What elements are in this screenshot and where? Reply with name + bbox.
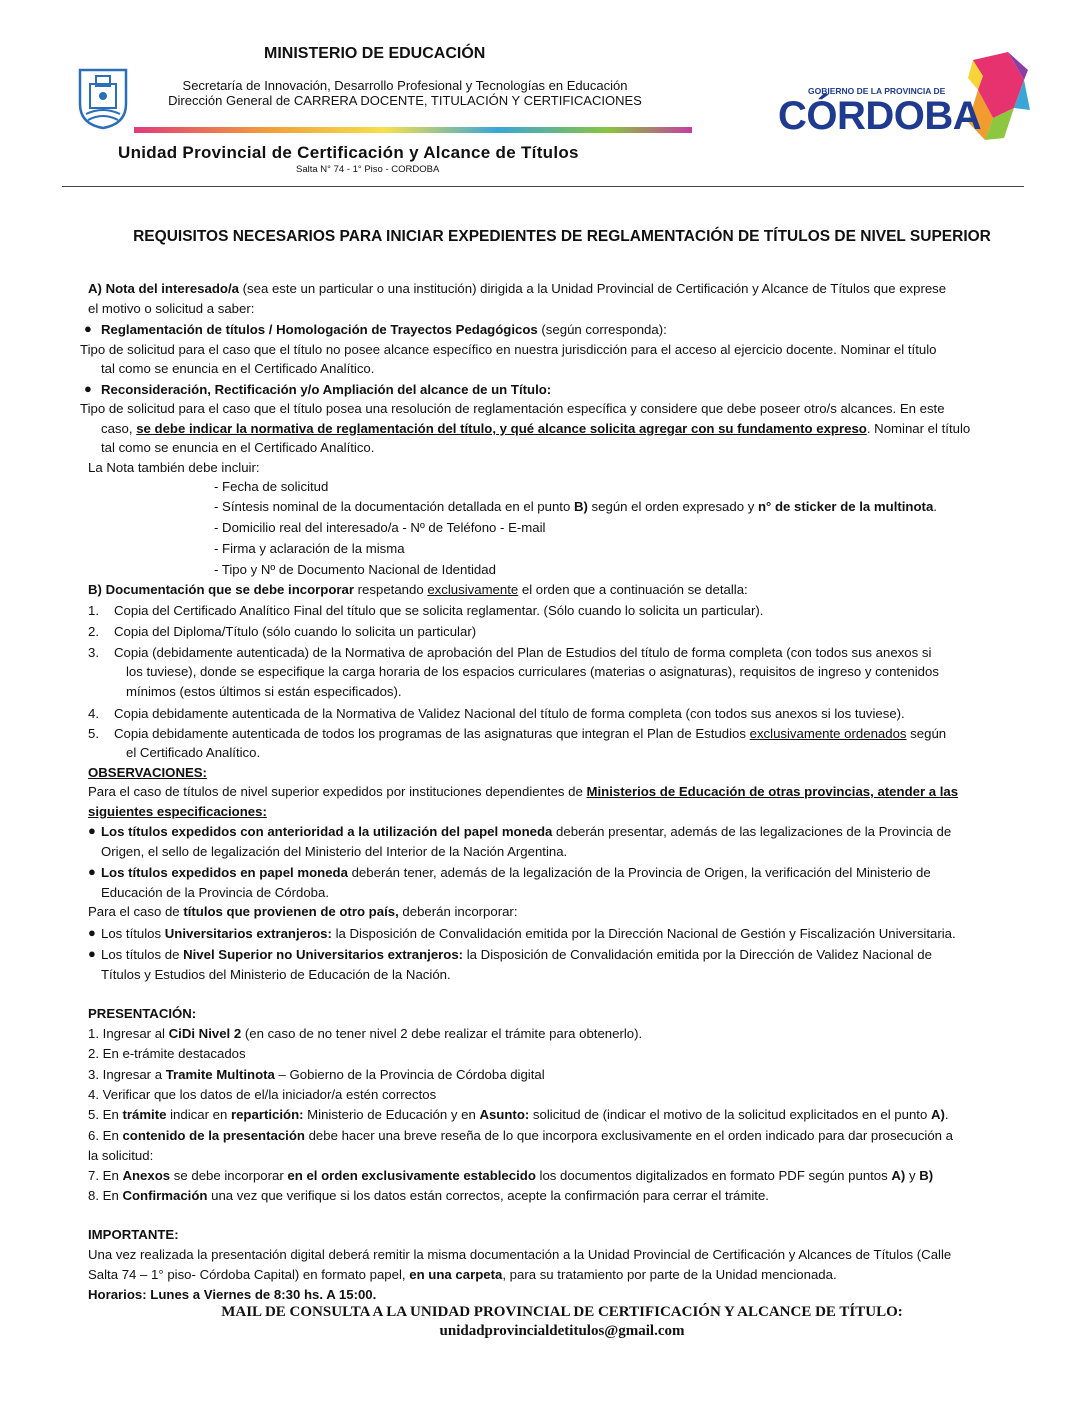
bullet-icon: ● (84, 321, 92, 336)
list-item: Copia (debidamente autenticada) de la Normativa de aprobación del Plan de Estudios del título de forma completa (con todos sus anexos si (114, 645, 932, 660)
logo-big-text: CÓRDOBA (778, 94, 982, 138)
list-number: 3. (88, 645, 99, 660)
importante-text-1: Una vez realizada la presentación digital deberá remitir la misma documentación a la Unidad Provincial de Certificación y Alcances de Títulos (Calle (88, 1247, 952, 1262)
obs-no-universitarios-2: Títulos y Estudios del Ministerio de Educación de la Nación. (101, 967, 451, 982)
section-a-lead-2: el motivo o solicitud a saber: (88, 301, 255, 316)
list-item: Copia del Diploma/Título (sólo cuando lo solicita un particular) (114, 624, 477, 639)
obs-papel-moneda-2: Educación de la Provincia de Córdoba. (101, 885, 329, 900)
reconsideracion-desc-3: tal como se enuncia en el Certificado Analítico. (101, 440, 375, 455)
presentacion-step-5: 5. En trámite indicar en repartición: Ministerio de Educación y en Asunto: solicitud de (indicar el motivo de la solicitud explicitados en el punto A). (88, 1107, 949, 1122)
logo-small-text: GOBIERNO DE LA PROVINCIA DE (808, 86, 946, 96)
list-item: Copia debidamente autenticada de todos los programas de las asignaturas que integran el Plan de Estudios exclusivamente ordenados según (114, 726, 947, 741)
obs-universitarios: Los títulos Universitarios extranjeros: la Disposición de Convalidación emitida por la Dirección Nacional de Gestión y Fiscalización Universitaria. (101, 926, 956, 941)
reglamentacion-desc-2: tal como se enuncia en el Certificado Analítico. (101, 361, 375, 376)
horarios: Horarios: Lunes a Viernes de 8:30 hs. A 15:00. (88, 1287, 377, 1302)
list-item: Copia del Certificado Analítico Final del título que se solicita reglamentar. (Sólo cuando lo solicita un particular). (114, 603, 764, 618)
presentacion-step-7: 7. En Anexos se debe incorporar en el orden exclusivamente establecido los documentos digitalizados en formato PDF según puntos A) y B) (88, 1168, 934, 1183)
coat-of-arms-logo (76, 64, 130, 130)
nota-item-sintesis: - Síntesis nominal de la documentación detallada en el punto B) según el orden expresado y n° de sticker de la multinota. (214, 499, 937, 514)
observaciones-heading: OBSERVACIONES: (88, 765, 207, 780)
list-item: Copia debidamente autenticada de la Normativa de Validez Nacional del título de forma completa (con todos sus anexos si los tuviese). (114, 706, 905, 721)
presentacion-step-2: 2. En e-trámite destacados (88, 1046, 246, 1061)
section-b-lead: B) Documentación que se debe incorporar respetando exclusivamente el orden que a continuación se detalla: (88, 582, 748, 597)
cordoba-logo (778, 50, 1036, 142)
obs-no-universitarios: Los títulos de Nivel Superior no Universitarios extranjeros: la Disposición de Convalidación emitida por la Dirección de Validez Nacional de (101, 947, 932, 962)
presentacion-step-1: 1. Ingresar al CiDi Nivel 2 (en caso de no tener nivel 2 debe realizar el trámite para obtenerlo). (88, 1026, 643, 1041)
importante-heading: IMPORTANTE: (88, 1227, 179, 1242)
list-number: 1. (88, 603, 99, 618)
obs-papel-moneda: Los títulos expedidos en papel moneda deberán tener, además de la legalización de la Provincia de Origen, la verificación del Ministerio de (101, 865, 931, 880)
presentacion-step-3: 3. Ingresar a Tramite Multinota – Gobierno de la Provincia de Córdoba digital (88, 1067, 545, 1082)
ministry-title: MINISTERIO DE EDUCACIÓN (264, 45, 486, 62)
observaciones-intro: Para el caso de títulos de nivel superior expedidos por instituciones dependientes de Ministerios de Educación de otras provincias, atender a las (88, 784, 959, 799)
nota-item-firma: - Firma y aclaración de la misma (214, 541, 405, 556)
list-number: 4. (88, 706, 99, 721)
importante-text-2: Salta 74 – 1° piso- Córdoba Capital) en formato papel, en una carpeta, para su tratamiento por parte de la Unidad mencionada. (88, 1267, 837, 1282)
presentacion-step-4: 4. Verificar que los datos de el/la iniciador/a estén correctos (88, 1087, 437, 1102)
nota-item-fecha: - Fecha de solicitud (214, 479, 329, 494)
bullet-icon: ● (88, 823, 96, 838)
header-rule (62, 186, 1024, 187)
bullet-icon: ● (88, 925, 96, 940)
nota-item-domicilio: - Domicilio real del interesado/a - Nº de Teléfono - E-mail (214, 520, 546, 535)
color-divider (134, 127, 692, 133)
reconsideracion-desc-2: caso, se debe indicar la normativa de reglamentación del título, y qué alcance solicita agregar con su fundamento expreso. Nominar el título (101, 421, 971, 436)
direccion-line: Dirección General de CARRERA DOCENTE, TITULACIÓN Y CERTIFICACIONES (168, 93, 642, 108)
list-number: 2. (88, 624, 99, 639)
presentacion-step-8: 8. En Confirmación una vez que verifique si los datos están correctos, acepte la confirmación para cerrar el trámite. (88, 1188, 769, 1203)
bullet-icon: ● (88, 946, 96, 961)
section-a-lead: A) Nota del interesado/a (sea este un particular o una institución) dirigida a la Unidad Provincial de Certificación y Alcance de Títulos que exprese (88, 281, 947, 296)
bullet-icon: ● (84, 381, 92, 396)
bullet-reglamentacion: Reglamentación de títulos / Homologación de Trayectos Pedagógicos (según corresponda): (101, 322, 667, 337)
list-number: 5. (88, 726, 99, 741)
list-item-cont: el Certificado Analítico. (126, 745, 261, 760)
obs-otro-pais: Para el caso de títulos que provienen de otro país, deberán incorporar: (88, 904, 518, 919)
list-item-cont: los tuviese), donde se especifique la carga horaria de los espacios curriculares (materias o asignaturas), requisitos de ingreso y contenidos (126, 664, 939, 679)
presentacion-step-6b: la solicitud: (88, 1148, 154, 1163)
nota-intro: La Nota también debe incluir: (88, 460, 260, 475)
obs-papel-moneda-anterior: Los títulos expedidos con anterioridad a la utilización del papel moneda deberán presentar, además de las legalizaciones de la Provincia de (101, 824, 952, 839)
nota-item-documento: - Tipo y Nº de Documento Nacional de Identidad (214, 562, 496, 577)
bullet-icon: ● (88, 864, 96, 879)
reconsideracion-desc-1: Tipo de solicitud para el caso que el título posea una resolución de reglamentación específica y considere que debe poseer otro/s alcances. En este (80, 401, 945, 416)
secretaria-line: Secretaría de Innovación, Desarrollo Profesional y Tecnologías en Educación (182, 78, 628, 93)
reglamentacion-desc-1: Tipo de solicitud para el caso que el título no posee alcance específico en nuestra jurisdicción para el acceso al ejercicio docente. Nominar el título (80, 342, 937, 357)
list-item-cont: mínimos (estos últimos si están especificados). (126, 684, 402, 699)
presentacion-heading: PRESENTACIÓN: (88, 1006, 197, 1021)
observaciones-intro-2: siguientes especificaciones: (88, 804, 267, 819)
mail-consulta-label: MAIL DE CONSULTA A LA UNIDAD PROVINCIAL DE CERTIFICACIÓN Y ALCANCE DE TÍTULO: (221, 1304, 903, 1320)
bullet-reconsideracion: Reconsideración, Rectificación y/o Ampliación del alcance de un Título: (101, 382, 552, 397)
document-title: REQUISITOS NECESARIOS PARA INICIAR EXPEDIENTES DE REGLAMENTACIÓN DE TÍTULOS DE NIVEL SUPERIOR (133, 228, 991, 245)
unit-title: Unidad Provincial de Certificación y Alcance de Títulos (118, 143, 579, 162)
unit-address: Salta N° 74 - 1° Piso - CORDOBA (296, 164, 440, 175)
obs-papel-moneda-anterior-2: Origen, el sello de legalización del Ministerio del Interior de la Nación Argentina. (101, 844, 568, 859)
contact-email[interactable]: unidadprovincialdetitulos@gmail.com (439, 1323, 685, 1339)
presentacion-step-6: 6. En contenido de la presentación debe hacer una breve reseña de lo que incorpora exclusivamente en el orden indicado para dar prosecución a (88, 1128, 954, 1143)
